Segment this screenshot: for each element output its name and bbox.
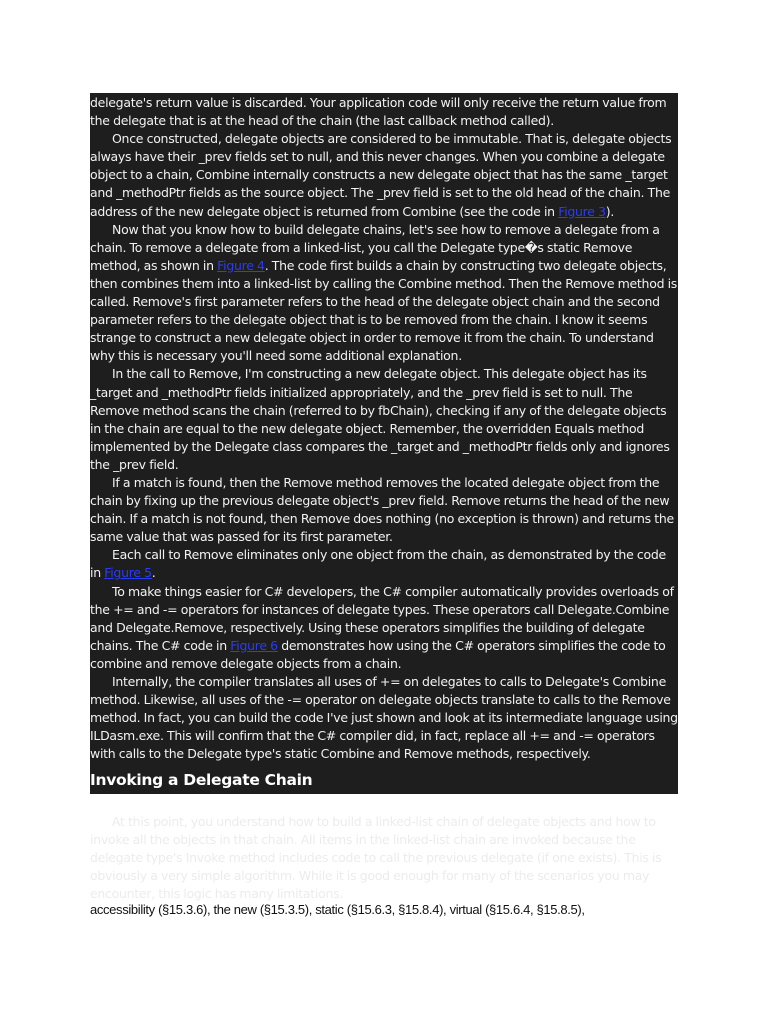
figure-3-link[interactable]: Figure 3	[558, 203, 606, 219]
text: . The code first builds a chain by constructing two delegate objects, then combines them into a linked-list by calling the Combine method. Then the Remove method is called. Remove's first parameter refers to the head of the delegate object chain and the second parameter refers to the delegate object that is to be removed from the chain. I know it seems strange to construct a new delegate object in order to remove it from the chain. To understand why this is necessary you'll need some additional explanation.	[90, 257, 678, 364]
text: ).	[605, 203, 615, 219]
figure-6-link[interactable]: Figure 6	[230, 637, 278, 653]
paragraph-return-value: delegate's return value is discarded. Your application code will only receive the return value from the delegate that is at the head of the chain (the last callback method called).	[90, 95, 667, 129]
text: demonstrates how using the C# operators simplifies the code to combine and remove delegate objects from a chain.	[90, 637, 666, 671]
paragraph-call-to-remove: In the call to Remove, I'm constructing a new delegate object. This delegate object has its _target and _methodPtr fields initialized appropriately, and the _prev field is set to null. The Remove method scans the chain (referred to by fbChain), checking if any of the delegate objects in the chain are equal to the new delegate object. Remember, the overridden Equals method implemented by the Delegate class compares the _target and _methodPtr fields only and ignores the _prev field.	[90, 366, 670, 472]
section-heading: Invoking a Delegate Chain	[90, 771, 313, 789]
text: Now that you know how to build delegate chains, let's see how to remove a delegate from a chain. To remove a delegate from a linked-list, you call the Delegate type�s static Remove method, as shown in	[90, 221, 660, 273]
text: Each call to Remove eliminates only one object from the chain, as demonstrated by the code in	[90, 547, 666, 581]
paragraph-match-found: If a match is found, then the Remove method removes the located delegate object from the chain by fixing up the previous delegate object's _prev field. Remove returns the head of the new chain. If a match is not found, then Remove does nothing (no exception is thrown) and returns the same value that was passed for its first parameter.	[90, 474, 674, 545]
faded-paragraph: At this point, you understand how to build a linked-list chain of delegate objects and how to invoke all the objects in that chain. All items in the linked-list chain are invoked because the delegate type's Invoke method includes code to call the previous delegate (if one exists). This is obviously a very simple algorithm. While it is good enough for many of the scenarios you may encounter, this logic has many limitations.	[90, 814, 662, 902]
figure-5-link[interactable]: Figure 5	[104, 565, 152, 581]
text: Once constructed, delegate objects are considered to be immutable. That is, delegate objects always have their _prev fields set to null, and this never changes. When you combine a delegate object to a chain, Combine internally constructs a new delegate object that has the same _target and _methodPtr fields as the source object. The _prev field is set to the old head of the chain. The address of the new delegate object is returned from Combine (see the code in	[90, 131, 672, 219]
paragraph-csharp-operators	[90, 583, 678, 673]
text: To make things easier for C# developers, the C# compiler automatically provides overloads of the += and -= operators for instances of delegate types. These operators call Delegate.Combine and Delegate.Remove, respectively. Using these operators simplifies the building of delegate chains. The C# code in	[90, 583, 674, 653]
paragraph-compiler-translates: Internally, the compiler translates all uses of += on delegates to calls to Delegate's Combine method. Likewise, all uses of the -= operator on delegate objects translate to calls to the Remove method. In fact, you can build the code I've just shown and look at its intermediate language using ILDasm.exe. This will confirm that the C# compiler did, in fact, replace all += and -= operators with calls to the Delegate type's static Combine and Remove methods, respectively.	[90, 674, 678, 762]
paragraph-remove-delegate	[90, 221, 678, 366]
paragraph-immutable	[90, 130, 678, 220]
paragraph-each-call	[90, 546, 678, 582]
figure-4-link[interactable]: Figure 4	[217, 257, 265, 273]
text: .	[151, 565, 156, 581]
dark-text-block	[90, 93, 678, 794]
bottom-text-line: accessibility (§15.3.6), the new (§15.3.5), static (§15.6.3, §15.8.4), virtual (§15.6.4, §15.8.5),	[90, 902, 585, 917]
